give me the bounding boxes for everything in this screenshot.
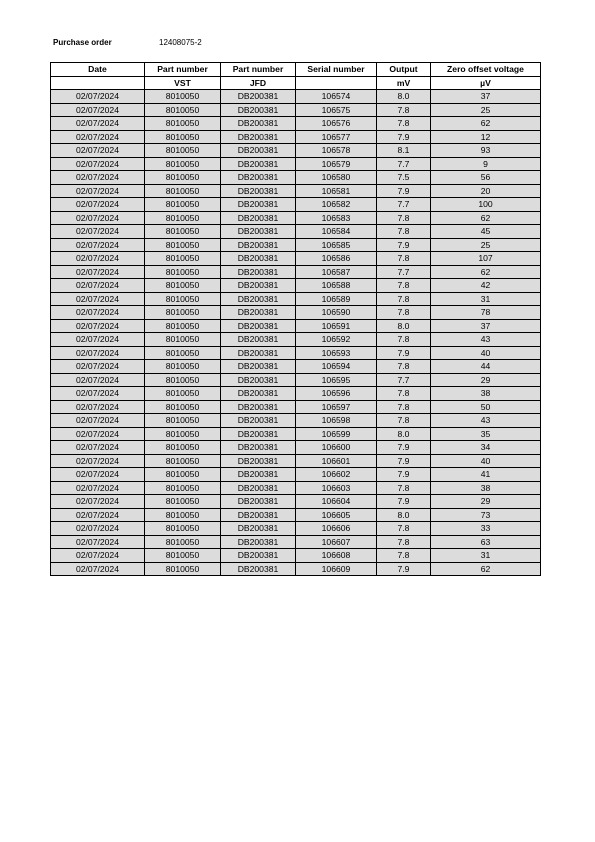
cell-serial-number: 106588 — [296, 279, 377, 293]
subheader-zero-offset-unit: µV — [431, 76, 541, 90]
cell-output: 7.8 — [377, 103, 431, 117]
cell-date: 02/07/2024 — [51, 225, 145, 239]
cell-serial-number: 106598 — [296, 414, 377, 428]
table-row — [51, 184, 541, 198]
cell-part-number-vst: 8010050 — [145, 211, 221, 225]
cell-serial-number: 106580 — [296, 171, 377, 185]
cell-part-number-jfd: DB200381 — [221, 400, 296, 414]
cell-output: 7.8 — [377, 360, 431, 374]
cell-date: 02/07/2024 — [51, 306, 145, 320]
cell-part-number-jfd: DB200381 — [221, 414, 296, 428]
cell-date: 02/07/2024 — [51, 549, 145, 563]
cell-zero-offset-voltage: 37 — [431, 90, 541, 104]
table-row — [51, 225, 541, 239]
cell-output: 7.9 — [377, 562, 431, 576]
table-row — [51, 265, 541, 279]
cell-date: 02/07/2024 — [51, 522, 145, 536]
cell-zero-offset-voltage: 37 — [431, 319, 541, 333]
cell-date: 02/07/2024 — [51, 157, 145, 171]
cell-output: 7.8 — [377, 292, 431, 306]
cell-date: 02/07/2024 — [51, 252, 145, 266]
cell-date: 02/07/2024 — [51, 481, 145, 495]
cell-serial-number: 106584 — [296, 225, 377, 239]
table-row — [51, 535, 541, 549]
cell-part-number-vst: 8010050 — [145, 90, 221, 104]
cell-output: 8.0 — [377, 508, 431, 522]
cell-date: 02/07/2024 — [51, 265, 145, 279]
cell-serial-number: 106599 — [296, 427, 377, 441]
cell-output: 7.8 — [377, 535, 431, 549]
cell-date: 02/07/2024 — [51, 238, 145, 252]
cell-part-number-jfd: DB200381 — [221, 319, 296, 333]
cell-part-number-jfd: DB200381 — [221, 211, 296, 225]
cell-part-number-vst: 8010050 — [145, 252, 221, 266]
cell-zero-offset-voltage: 34 — [431, 441, 541, 455]
cell-zero-offset-voltage: 43 — [431, 414, 541, 428]
cell-part-number-jfd: DB200381 — [221, 292, 296, 306]
cell-part-number-vst: 8010050 — [145, 562, 221, 576]
cell-date: 02/07/2024 — [51, 292, 145, 306]
cell-part-number-jfd: DB200381 — [221, 522, 296, 536]
cell-part-number-vst: 8010050 — [145, 400, 221, 414]
cell-zero-offset-voltage: 56 — [431, 171, 541, 185]
table-row — [51, 481, 541, 495]
cell-part-number-jfd: DB200381 — [221, 360, 296, 374]
cell-part-number-vst: 8010050 — [145, 306, 221, 320]
table-row — [51, 238, 541, 252]
cell-part-number-vst: 8010050 — [145, 373, 221, 387]
table-row — [51, 103, 541, 117]
cell-part-number-vst: 8010050 — [145, 130, 221, 144]
cell-part-number-vst: 8010050 — [145, 468, 221, 482]
table-row — [51, 90, 541, 104]
measurement-table — [50, 62, 541, 576]
cell-part-number-vst: 8010050 — [145, 414, 221, 428]
cell-date: 02/07/2024 — [51, 117, 145, 131]
cell-serial-number: 106605 — [296, 508, 377, 522]
cell-part-number-jfd: DB200381 — [221, 252, 296, 266]
cell-part-number-jfd: DB200381 — [221, 562, 296, 576]
cell-part-number-vst: 8010050 — [145, 346, 221, 360]
cell-zero-offset-voltage: 62 — [431, 265, 541, 279]
cell-part-number-jfd: DB200381 — [221, 130, 296, 144]
cell-output: 7.8 — [377, 522, 431, 536]
cell-part-number-jfd: DB200381 — [221, 225, 296, 239]
cell-serial-number: 106597 — [296, 400, 377, 414]
table-row — [51, 414, 541, 428]
cell-output: 7.8 — [377, 252, 431, 266]
cell-serial-number: 106607 — [296, 535, 377, 549]
cell-zero-offset-voltage: 42 — [431, 279, 541, 293]
cell-serial-number: 106578 — [296, 144, 377, 158]
cell-zero-offset-voltage: 63 — [431, 535, 541, 549]
table-row — [51, 508, 541, 522]
cell-part-number-vst: 8010050 — [145, 495, 221, 509]
cell-serial-number: 106601 — [296, 454, 377, 468]
table-row — [51, 441, 541, 455]
table-row — [51, 198, 541, 212]
cell-output: 8.1 — [377, 144, 431, 158]
cell-serial-number: 106586 — [296, 252, 377, 266]
cell-serial-number: 106594 — [296, 360, 377, 374]
cell-part-number-vst: 8010050 — [145, 198, 221, 212]
cell-date: 02/07/2024 — [51, 346, 145, 360]
subheader-output-unit: mV — [377, 76, 431, 90]
cell-zero-offset-voltage: 78 — [431, 306, 541, 320]
cell-date: 02/07/2024 — [51, 144, 145, 158]
table-row — [51, 144, 541, 158]
cell-zero-offset-voltage: 43 — [431, 333, 541, 347]
cell-output: 7.8 — [377, 211, 431, 225]
cell-part-number-jfd: DB200381 — [221, 495, 296, 509]
cell-part-number-jfd: DB200381 — [221, 508, 296, 522]
cell-part-number-jfd: DB200381 — [221, 454, 296, 468]
cell-output: 7.9 — [377, 495, 431, 509]
table-row — [51, 495, 541, 509]
cell-zero-offset-voltage: 41 — [431, 468, 541, 482]
table-row — [51, 549, 541, 563]
cell-output: 7.9 — [377, 346, 431, 360]
subheader-serial — [296, 76, 377, 90]
table-row — [51, 522, 541, 536]
table-row — [51, 400, 541, 414]
cell-output: 7.8 — [377, 225, 431, 239]
cell-zero-offset-voltage: 29 — [431, 373, 541, 387]
cell-serial-number: 106606 — [296, 522, 377, 536]
header-row — [51, 63, 541, 77]
cell-output: 7.5 — [377, 171, 431, 185]
cell-part-number-jfd: DB200381 — [221, 157, 296, 171]
cell-output: 7.9 — [377, 454, 431, 468]
table-row — [51, 373, 541, 387]
cell-part-number-vst: 8010050 — [145, 319, 221, 333]
cell-serial-number: 106600 — [296, 441, 377, 455]
cell-output: 7.8 — [377, 549, 431, 563]
cell-zero-offset-voltage: 20 — [431, 184, 541, 198]
cell-part-number-jfd: DB200381 — [221, 535, 296, 549]
column-header-serial-number: Serial number — [296, 63, 377, 77]
cell-serial-number: 106592 — [296, 333, 377, 347]
table-header — [51, 63, 541, 90]
table-body — [51, 90, 541, 576]
cell-date: 02/07/2024 — [51, 198, 145, 212]
cell-serial-number: 106585 — [296, 238, 377, 252]
cell-date: 02/07/2024 — [51, 427, 145, 441]
table-row — [51, 333, 541, 347]
table-row — [51, 562, 541, 576]
cell-part-number-vst: 8010050 — [145, 225, 221, 239]
cell-zero-offset-voltage: 50 — [431, 400, 541, 414]
cell-part-number-jfd: DB200381 — [221, 184, 296, 198]
cell-date: 02/07/2024 — [51, 495, 145, 509]
cell-zero-offset-voltage: 33 — [431, 522, 541, 536]
table-row — [51, 117, 541, 131]
cell-part-number-vst: 8010050 — [145, 265, 221, 279]
cell-part-number-vst: 8010050 — [145, 184, 221, 198]
cell-serial-number: 106602 — [296, 468, 377, 482]
cell-part-number-jfd: DB200381 — [221, 441, 296, 455]
cell-serial-number: 106579 — [296, 157, 377, 171]
cell-part-number-jfd: DB200381 — [221, 238, 296, 252]
cell-zero-offset-voltage: 25 — [431, 238, 541, 252]
cell-serial-number: 106604 — [296, 495, 377, 509]
table-row — [51, 252, 541, 266]
cell-part-number-vst: 8010050 — [145, 157, 221, 171]
cell-date: 02/07/2024 — [51, 454, 145, 468]
table-row — [51, 427, 541, 441]
cell-output: 8.0 — [377, 427, 431, 441]
cell-part-number-vst: 8010050 — [145, 117, 221, 131]
cell-zero-offset-voltage: 38 — [431, 481, 541, 495]
cell-output: 7.9 — [377, 130, 431, 144]
cell-date: 02/07/2024 — [51, 400, 145, 414]
cell-part-number-vst: 8010050 — [145, 454, 221, 468]
cell-output: 7.8 — [377, 117, 431, 131]
cell-date: 02/07/2024 — [51, 279, 145, 293]
cell-part-number-vst: 8010050 — [145, 549, 221, 563]
cell-serial-number: 106596 — [296, 387, 377, 401]
table-row — [51, 279, 541, 293]
cell-part-number-jfd: DB200381 — [221, 333, 296, 347]
cell-part-number-jfd: DB200381 — [221, 481, 296, 495]
cell-part-number-vst: 8010050 — [145, 103, 221, 117]
cell-serial-number: 106582 — [296, 198, 377, 212]
cell-output: 7.8 — [377, 333, 431, 347]
purchase-order-label: Purchase order — [53, 38, 112, 47]
cell-serial-number: 106581 — [296, 184, 377, 198]
cell-serial-number: 106576 — [296, 117, 377, 131]
cell-output: 7.8 — [377, 279, 431, 293]
cell-date: 02/07/2024 — [51, 103, 145, 117]
cell-output: 7.8 — [377, 387, 431, 401]
cell-date: 02/07/2024 — [51, 360, 145, 374]
cell-output: 7.8 — [377, 414, 431, 428]
cell-date: 02/07/2024 — [51, 535, 145, 549]
cell-serial-number: 106608 — [296, 549, 377, 563]
cell-part-number-jfd: DB200381 — [221, 90, 296, 104]
cell-part-number-vst: 8010050 — [145, 427, 221, 441]
cell-zero-offset-voltage: 38 — [431, 387, 541, 401]
table-row — [51, 130, 541, 144]
subheader-date — [51, 76, 145, 90]
cell-output: 7.7 — [377, 265, 431, 279]
cell-zero-offset-voltage: 29 — [431, 495, 541, 509]
cell-part-number-jfd: DB200381 — [221, 279, 296, 293]
cell-zero-offset-voltage: 45 — [431, 225, 541, 239]
column-header-part-number-vst: Part number — [145, 63, 221, 77]
cell-part-number-jfd: DB200381 — [221, 265, 296, 279]
cell-part-number-vst: 8010050 — [145, 333, 221, 347]
cell-date: 02/07/2024 — [51, 90, 145, 104]
cell-part-number-jfd: DB200381 — [221, 549, 296, 563]
cell-part-number-vst: 8010050 — [145, 535, 221, 549]
table-row — [51, 346, 541, 360]
cell-zero-offset-voltage: 107 — [431, 252, 541, 266]
cell-output: 8.0 — [377, 90, 431, 104]
cell-zero-offset-voltage: 44 — [431, 360, 541, 374]
cell-date: 02/07/2024 — [51, 468, 145, 482]
cell-date: 02/07/2024 — [51, 414, 145, 428]
cell-part-number-vst: 8010050 — [145, 441, 221, 455]
cell-part-number-jfd: DB200381 — [221, 346, 296, 360]
column-header-date: Date — [51, 63, 145, 77]
cell-serial-number: 106593 — [296, 346, 377, 360]
cell-date: 02/07/2024 — [51, 508, 145, 522]
cell-serial-number: 106609 — [296, 562, 377, 576]
cell-part-number-jfd: DB200381 — [221, 117, 296, 131]
cell-zero-offset-voltage: 12 — [431, 130, 541, 144]
cell-part-number-jfd: DB200381 — [221, 306, 296, 320]
cell-serial-number: 106589 — [296, 292, 377, 306]
column-header-output: Output — [377, 63, 431, 77]
cell-part-number-vst: 8010050 — [145, 171, 221, 185]
cell-zero-offset-voltage: 62 — [431, 562, 541, 576]
cell-part-number-vst: 8010050 — [145, 481, 221, 495]
cell-output: 7.8 — [377, 306, 431, 320]
table-row — [51, 387, 541, 401]
cell-part-number-vst: 8010050 — [145, 522, 221, 536]
cell-part-number-vst: 8010050 — [145, 238, 221, 252]
cell-output: 7.7 — [377, 373, 431, 387]
cell-zero-offset-voltage: 35 — [431, 427, 541, 441]
cell-part-number-vst: 8010050 — [145, 508, 221, 522]
cell-serial-number: 106595 — [296, 373, 377, 387]
cell-zero-offset-voltage: 62 — [431, 117, 541, 131]
cell-output: 7.9 — [377, 441, 431, 455]
cell-serial-number: 106575 — [296, 103, 377, 117]
cell-zero-offset-voltage: 73 — [431, 508, 541, 522]
cell-serial-number: 106583 — [296, 211, 377, 225]
cell-serial-number: 106591 — [296, 319, 377, 333]
cell-zero-offset-voltage: 100 — [431, 198, 541, 212]
cell-part-number-jfd: DB200381 — [221, 387, 296, 401]
cell-zero-offset-voltage: 9 — [431, 157, 541, 171]
cell-part-number-jfd: DB200381 — [221, 103, 296, 117]
cell-serial-number: 106603 — [296, 481, 377, 495]
cell-part-number-vst: 8010050 — [145, 292, 221, 306]
cell-date: 02/07/2024 — [51, 333, 145, 347]
cell-date: 02/07/2024 — [51, 184, 145, 198]
cell-output: 7.9 — [377, 468, 431, 482]
cell-part-number-vst: 8010050 — [145, 279, 221, 293]
column-header-zero-offset-voltage: Zero offset voltage — [431, 63, 541, 77]
cell-zero-offset-voltage: 25 — [431, 103, 541, 117]
table-row — [51, 360, 541, 374]
table-row — [51, 211, 541, 225]
cell-output: 7.9 — [377, 184, 431, 198]
cell-date: 02/07/2024 — [51, 130, 145, 144]
cell-part-number-vst: 8010050 — [145, 144, 221, 158]
cell-output: 7.8 — [377, 400, 431, 414]
cell-date: 02/07/2024 — [51, 373, 145, 387]
subheader-jfd: JFD — [221, 76, 296, 90]
cell-zero-offset-voltage: 93 — [431, 144, 541, 158]
cell-date: 02/07/2024 — [51, 562, 145, 576]
cell-serial-number: 106577 — [296, 130, 377, 144]
cell-output: 7.7 — [377, 198, 431, 212]
cell-part-number-vst: 8010050 — [145, 360, 221, 374]
purchase-order-number: 12408075-2 — [159, 38, 202, 47]
cell-date: 02/07/2024 — [51, 319, 145, 333]
cell-serial-number: 106587 — [296, 265, 377, 279]
cell-zero-offset-voltage: 40 — [431, 346, 541, 360]
table-row — [51, 292, 541, 306]
cell-part-number-jfd: DB200381 — [221, 427, 296, 441]
table-row — [51, 157, 541, 171]
cell-serial-number: 106574 — [296, 90, 377, 104]
table-row — [51, 468, 541, 482]
cell-zero-offset-voltage: 31 — [431, 292, 541, 306]
table-row — [51, 454, 541, 468]
cell-part-number-jfd: DB200381 — [221, 468, 296, 482]
table-row — [51, 306, 541, 320]
cell-output: 7.8 — [377, 481, 431, 495]
cell-zero-offset-voltage: 40 — [431, 454, 541, 468]
cell-output: 7.7 — [377, 157, 431, 171]
cell-zero-offset-voltage: 31 — [431, 549, 541, 563]
table-row — [51, 171, 541, 185]
cell-part-number-jfd: DB200381 — [221, 171, 296, 185]
cell-serial-number: 106590 — [296, 306, 377, 320]
cell-part-number-jfd: DB200381 — [221, 198, 296, 212]
cell-output: 8.0 — [377, 319, 431, 333]
cell-part-number-vst: 8010050 — [145, 387, 221, 401]
cell-part-number-jfd: DB200381 — [221, 144, 296, 158]
column-header-part-number-jfd: Part number — [221, 63, 296, 77]
cell-zero-offset-voltage: 62 — [431, 211, 541, 225]
cell-part-number-jfd: DB200381 — [221, 373, 296, 387]
table-row — [51, 319, 541, 333]
cell-date: 02/07/2024 — [51, 171, 145, 185]
subheader-vst: VST — [145, 76, 221, 90]
cell-output: 7.9 — [377, 238, 431, 252]
cell-date: 02/07/2024 — [51, 387, 145, 401]
cell-date: 02/07/2024 — [51, 211, 145, 225]
cell-date: 02/07/2024 — [51, 441, 145, 455]
subheader-row — [51, 76, 541, 90]
